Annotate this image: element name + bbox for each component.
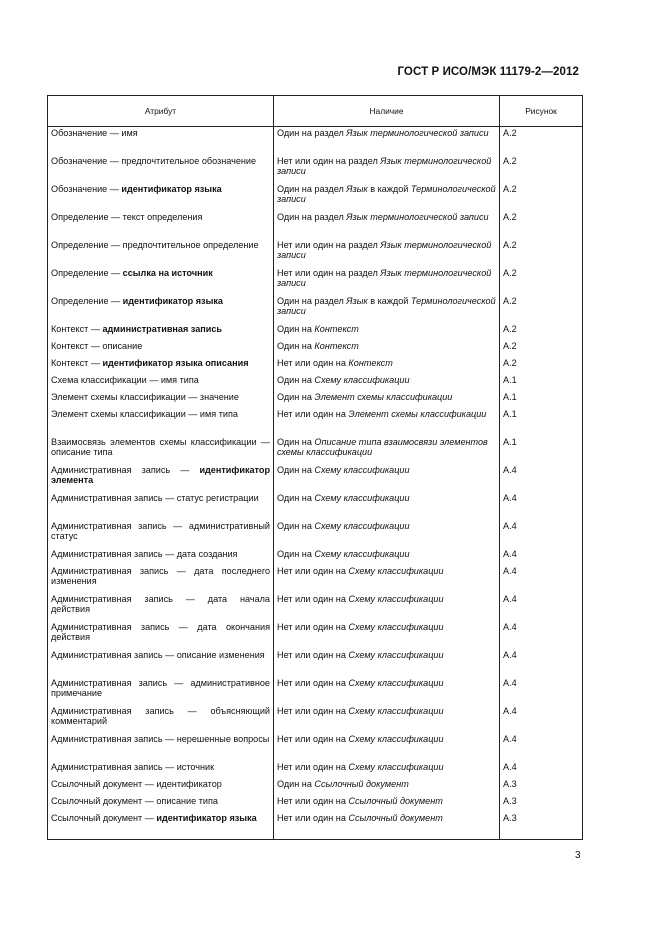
attribute-text: Административная запись — административный статус bbox=[51, 520, 270, 542]
attribute-cell bbox=[48, 436, 274, 464]
presence-text: Нет или один на bbox=[277, 649, 349, 660]
column-header-presence: Наличие bbox=[274, 96, 500, 127]
attribute-text-bold: идентификатор языка bbox=[122, 295, 223, 306]
figure-cell: A.4 bbox=[500, 621, 583, 649]
attribute-cell bbox=[48, 295, 274, 323]
presence-text: Нет или один на bbox=[277, 357, 349, 368]
presence-text-italic: Схему классификации bbox=[314, 520, 410, 531]
presence-text-italic: Схему классификации bbox=[348, 593, 444, 604]
presence-text: Нет или один на раздел bbox=[277, 155, 381, 166]
attribute-text-bold: административная запись bbox=[102, 323, 222, 334]
presence-text: в каждой bbox=[367, 183, 411, 194]
attribute-text-bold: идентификатор языка bbox=[121, 183, 222, 194]
presence-text: Один на bbox=[277, 374, 315, 385]
presence-text: Один на bbox=[277, 436, 315, 447]
attribute-cell bbox=[48, 239, 274, 267]
table-row bbox=[48, 267, 583, 295]
attribute-text: Ссылочный документ — описание типа bbox=[51, 795, 218, 806]
presence-text-italic: Язык терминологической записи bbox=[277, 155, 492, 177]
table-row bbox=[48, 340, 583, 357]
attribute-text: Административная запись — административное примечание bbox=[51, 677, 270, 699]
presence-text: Нет или один на bbox=[277, 593, 349, 604]
presence-cell bbox=[274, 705, 500, 733]
presence-cell bbox=[274, 520, 500, 548]
attribute-cell bbox=[48, 323, 274, 340]
presence-text: Один на bbox=[277, 778, 315, 789]
table-row bbox=[48, 408, 583, 436]
presence-text-italic: Терминологической записи bbox=[277, 295, 496, 317]
presence-text-italic: Контекст bbox=[314, 323, 359, 334]
presence-text-italic: Описание типа взаимосвязи элементов схемы классификации bbox=[277, 436, 488, 458]
column-header-attribute: Атрибут bbox=[48, 96, 274, 127]
attribute-text: Административная запись — описание изменения bbox=[51, 649, 265, 660]
attribute-text: Контекст — bbox=[51, 357, 103, 368]
figure-cell: A.4 bbox=[500, 520, 583, 548]
presence-cell bbox=[274, 593, 500, 621]
attribute-cell bbox=[48, 593, 274, 621]
presence-text: Один на bbox=[277, 340, 315, 351]
presence-text: Нет или один на bbox=[277, 408, 349, 419]
presence-text: Один на раздел bbox=[277, 128, 347, 138]
presence-text-italic: Схему классификации bbox=[348, 761, 444, 772]
presence-text-italic: Схему классификации bbox=[314, 464, 410, 475]
figure-cell: A.2 bbox=[500, 267, 583, 295]
presence-text-italic: Ссылочный документ bbox=[348, 812, 443, 823]
figure-cell: A.1 bbox=[500, 436, 583, 464]
attribute-cell bbox=[48, 812, 274, 840]
presence-text: Нет или один на bbox=[277, 733, 349, 744]
presence-cell bbox=[274, 155, 500, 183]
attribute-cell bbox=[48, 357, 274, 374]
table-row bbox=[48, 593, 583, 621]
figure-cell: A.4 bbox=[500, 733, 583, 761]
presence-cell bbox=[274, 127, 500, 155]
presence-cell bbox=[274, 357, 500, 374]
attribute-cell bbox=[48, 374, 274, 391]
attribute-text: Контекст — bbox=[51, 323, 103, 334]
table-row bbox=[48, 520, 583, 548]
presence-text: Один на bbox=[277, 391, 315, 402]
table-row bbox=[48, 492, 583, 520]
attribute-text: Обозначение — имя bbox=[51, 128, 138, 138]
table-row bbox=[48, 391, 583, 408]
presence-text-italic: Контекст bbox=[348, 357, 393, 368]
presence-text: Нет или один на bbox=[277, 621, 349, 632]
presence-text-italic: Язык терминологической записи bbox=[346, 128, 489, 138]
presence-cell bbox=[274, 267, 500, 295]
presence-text: Нет или один на bbox=[277, 795, 349, 806]
table-row bbox=[48, 239, 583, 267]
presence-text: Нет или один на раздел bbox=[277, 267, 381, 278]
table-body bbox=[48, 127, 583, 840]
presence-text-italic: Схему классификации bbox=[314, 548, 410, 559]
figure-cell: A.2 bbox=[500, 357, 583, 374]
presence-cell bbox=[274, 812, 500, 840]
presence-text-italic: Схему классификации bbox=[348, 733, 444, 744]
attribute-text: Обозначение — bbox=[51, 183, 122, 194]
figure-cell: A.2 bbox=[500, 211, 583, 239]
attribute-cell bbox=[48, 391, 274, 408]
presence-cell bbox=[274, 492, 500, 520]
attribute-text: Определение — bbox=[51, 267, 123, 278]
presence-cell bbox=[274, 295, 500, 323]
attribute-text: Элемент схемы классификации — имя типа bbox=[51, 408, 238, 419]
presence-text: Нет или один на bbox=[277, 677, 349, 688]
presence-cell bbox=[274, 239, 500, 267]
attribute-cell bbox=[48, 211, 274, 239]
attribute-text: Обозначение — предпочтительное обозначение bbox=[51, 155, 257, 166]
presence-text-italic: Элемент схемы классификации bbox=[348, 408, 487, 419]
presence-text: Один на раздел bbox=[277, 295, 347, 306]
attribute-cell bbox=[48, 705, 274, 733]
table-row bbox=[48, 295, 583, 323]
presence-cell bbox=[274, 183, 500, 211]
table-row bbox=[48, 323, 583, 340]
presence-text: Один на раздел bbox=[277, 211, 347, 222]
presence-text-italic: Схему классификации bbox=[348, 621, 444, 632]
presence-cell bbox=[274, 795, 500, 812]
presence-text: Один на bbox=[277, 492, 315, 503]
attribute-text: Схема классификации — имя типа bbox=[51, 374, 199, 385]
figure-cell: A.3 bbox=[500, 778, 583, 795]
presence-text: Один на bbox=[277, 323, 315, 334]
attribute-text: Административная запись — bbox=[51, 464, 200, 475]
attribute-cell bbox=[48, 795, 274, 812]
presence-text-italic: Схему классификации bbox=[348, 677, 444, 688]
figure-cell: A.4 bbox=[500, 464, 583, 492]
presence-text: в каждой bbox=[367, 295, 411, 306]
attribute-text: Взаимосвязь элементов схемы классификации — описание типа bbox=[51, 436, 270, 458]
table-row bbox=[48, 183, 583, 211]
attribute-text-bold: идентификатор элемента bbox=[51, 464, 270, 486]
attribute-cell bbox=[48, 464, 274, 492]
presence-cell bbox=[274, 323, 500, 340]
table-row bbox=[48, 127, 583, 155]
presence-cell bbox=[274, 391, 500, 408]
figure-cell: A.4 bbox=[500, 761, 583, 778]
figure-cell: A.2 bbox=[500, 183, 583, 211]
presence-text-italic: Схему классификации bbox=[348, 565, 444, 576]
presence-text: Нет или один на bbox=[277, 565, 349, 576]
figure-cell: A.4 bbox=[500, 548, 583, 565]
presence-text-italic: Язык терминологической записи bbox=[346, 211, 489, 222]
attribute-text: Административная запись — дата последнего изменения bbox=[51, 565, 270, 587]
presence-text-italic: Терминологической записи bbox=[277, 183, 496, 205]
table-row bbox=[48, 621, 583, 649]
table-row bbox=[48, 374, 583, 391]
table-row bbox=[48, 565, 583, 593]
attribute-cell bbox=[48, 340, 274, 357]
figure-cell: A.1 bbox=[500, 408, 583, 436]
presence-cell bbox=[274, 733, 500, 761]
attribute-text: Административная запись — дата начала действия bbox=[51, 593, 270, 615]
table-row bbox=[48, 677, 583, 705]
attribute-text: Административная запись — объясняющий комментарий bbox=[51, 705, 270, 727]
table-header-row bbox=[48, 96, 583, 127]
attribute-cell bbox=[48, 548, 274, 565]
attribute-cell bbox=[48, 183, 274, 211]
presence-text-italic: Схему классификации bbox=[314, 374, 410, 385]
presence-text-italic: Язык терминологической записи bbox=[277, 239, 492, 261]
presence-cell bbox=[274, 778, 500, 795]
presence-text-italic: Язык bbox=[346, 183, 368, 194]
presence-cell bbox=[274, 548, 500, 565]
presence-cell bbox=[274, 211, 500, 239]
table-row bbox=[48, 733, 583, 761]
figure-cell: A.4 bbox=[500, 593, 583, 621]
presence-text-italic: Схему классификации bbox=[348, 705, 444, 716]
presence-cell bbox=[274, 677, 500, 705]
attribute-text: Административная запись — дата создания bbox=[51, 548, 238, 559]
presence-text: Один на bbox=[277, 548, 315, 559]
presence-text-italic: Язык терминологической записи bbox=[277, 267, 492, 289]
attribute-text: Определение — текст определения bbox=[51, 211, 203, 222]
presence-cell bbox=[274, 565, 500, 593]
attribute-text: Элемент схемы классификации — значение bbox=[51, 391, 239, 402]
presence-text-italic: Схему классификации bbox=[314, 492, 410, 503]
presence-text-italic: Ссылочный документ bbox=[348, 795, 443, 806]
attributes-table bbox=[47, 95, 583, 840]
attribute-text: Административная запись — нерешенные вопросы bbox=[51, 733, 270, 744]
presence-cell bbox=[274, 621, 500, 649]
presence-text: Нет или один на bbox=[277, 812, 349, 823]
table-row bbox=[48, 778, 583, 795]
attribute-text: Административная запись — источник bbox=[51, 761, 215, 772]
figure-cell: A.2 bbox=[500, 323, 583, 340]
presence-text-italic: Схему классификации bbox=[348, 649, 444, 660]
presence-text-italic: Ссылочный документ bbox=[314, 778, 409, 789]
presence-text: Один на bbox=[277, 464, 315, 475]
attribute-cell bbox=[48, 520, 274, 548]
document-header-standard: ГОСТ Р ИСО/МЭК 11179-2—2012 bbox=[397, 66, 579, 78]
presence-cell bbox=[274, 436, 500, 464]
attribute-cell bbox=[48, 565, 274, 593]
figure-cell: A.1 bbox=[500, 374, 583, 391]
figure-cell: A.2 bbox=[500, 340, 583, 357]
table-row bbox=[48, 357, 583, 374]
presence-cell bbox=[274, 374, 500, 391]
table-row bbox=[48, 649, 583, 677]
presence-text: Нет или один на bbox=[277, 705, 349, 716]
attribute-cell bbox=[48, 621, 274, 649]
presence-cell bbox=[274, 464, 500, 492]
attribute-cell bbox=[48, 761, 274, 778]
attribute-cell bbox=[48, 127, 274, 155]
attribute-text: Ссылочный документ — bbox=[51, 812, 157, 823]
column-header-figure: Рисунок bbox=[500, 96, 583, 127]
presence-cell bbox=[274, 340, 500, 357]
presence-text: Нет или один на раздел bbox=[277, 239, 381, 250]
attribute-text-bold: идентификатор языка bbox=[156, 812, 257, 823]
presence-cell bbox=[274, 649, 500, 677]
table-row bbox=[48, 761, 583, 778]
figure-cell: A.4 bbox=[500, 565, 583, 593]
table-row bbox=[48, 548, 583, 565]
figure-cell: A.2 bbox=[500, 127, 583, 155]
figure-cell: A.2 bbox=[500, 295, 583, 323]
presence-text-italic: Элемент схемы классификации bbox=[314, 391, 453, 402]
presence-cell bbox=[274, 408, 500, 436]
table-row bbox=[48, 795, 583, 812]
table-row bbox=[48, 464, 583, 492]
attribute-cell bbox=[48, 492, 274, 520]
attribute-text: Ссылочный документ — идентификатор bbox=[51, 778, 222, 789]
presence-text: Один на раздел bbox=[277, 183, 347, 194]
attribute-cell bbox=[48, 677, 274, 705]
attribute-cell bbox=[48, 267, 274, 295]
figure-cell: A.3 bbox=[500, 795, 583, 812]
page-number: 3 bbox=[575, 850, 581, 861]
attribute-text: Контекст — описание bbox=[51, 340, 143, 351]
attribute-text: Административная запись — статус регистрации bbox=[51, 492, 259, 503]
figure-cell: A.2 bbox=[500, 239, 583, 267]
figure-cell: A.4 bbox=[500, 677, 583, 705]
attribute-text-bold: идентификатор языка описания bbox=[102, 357, 249, 368]
attribute-text: Определение — bbox=[51, 295, 123, 306]
attribute-text: Административная запись — дата окончания действия bbox=[51, 621, 270, 643]
figure-cell: A.2 bbox=[500, 155, 583, 183]
table-row bbox=[48, 812, 583, 840]
attribute-cell bbox=[48, 733, 274, 761]
attribute-text: Определение — предпочтительное определение bbox=[51, 239, 259, 250]
attribute-cell bbox=[48, 408, 274, 436]
table-row bbox=[48, 705, 583, 733]
attribute-text-bold: ссылка на источник bbox=[122, 267, 213, 278]
figure-cell: A.4 bbox=[500, 649, 583, 677]
figure-cell: A.4 bbox=[500, 705, 583, 733]
presence-text: Один на bbox=[277, 520, 315, 531]
attribute-cell bbox=[48, 155, 274, 183]
attribute-cell bbox=[48, 778, 274, 795]
table-row bbox=[48, 436, 583, 464]
figure-cell: A.1 bbox=[500, 391, 583, 408]
presence-cell bbox=[274, 761, 500, 778]
attribute-cell bbox=[48, 649, 274, 677]
presence-text: Нет или один на bbox=[277, 761, 349, 772]
presence-text-italic: Контекст bbox=[314, 340, 359, 351]
figure-cell: A.4 bbox=[500, 492, 583, 520]
table-row bbox=[48, 211, 583, 239]
figure-cell: A.3 bbox=[500, 812, 583, 840]
table-row bbox=[48, 155, 583, 183]
presence-text-italic: Язык bbox=[346, 295, 368, 306]
